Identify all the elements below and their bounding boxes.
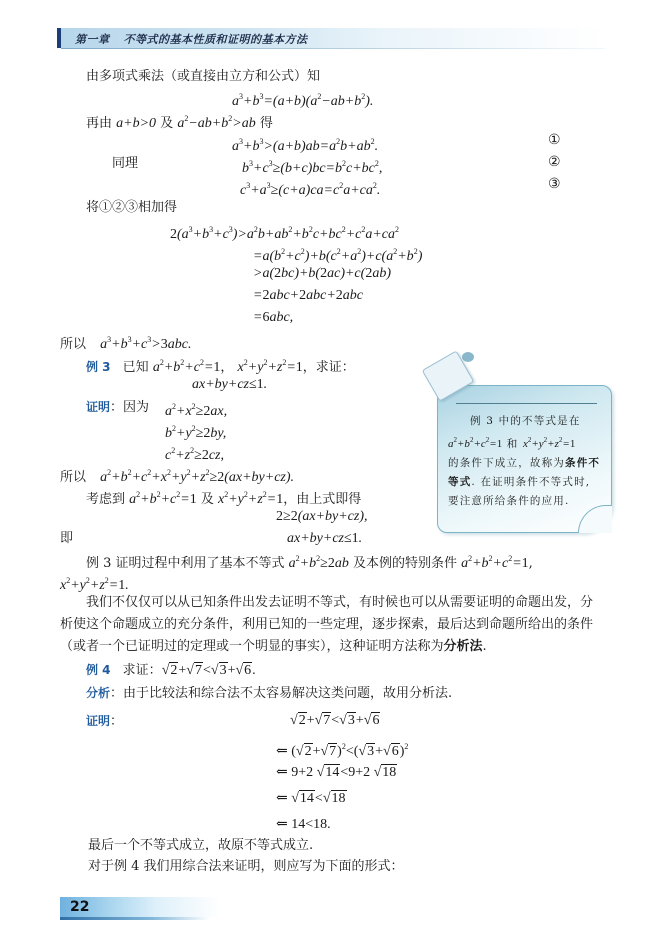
formula: =2abc+2abc+2abc [253, 288, 364, 303]
text-line: 最后一个不等式成立，故原不等式成立. [88, 838, 314, 853]
text-label: 同理 [112, 156, 139, 171]
equation-number-3: ③ [548, 176, 561, 192]
text: ：因为 [110, 400, 150, 415]
text: ：由于比较法和综合法不太容易解决这类问题，故用分析法. [110, 686, 453, 701]
note-rule [456, 403, 597, 404]
chapter-header [57, 28, 605, 48]
formula-1: $a^3+b^3>(a+b)ab=a^2b+ab^2$. [232, 137, 379, 154]
term-highlight: 等式 [448, 476, 472, 488]
proof-2-start [86, 712, 123, 731]
proof-start [86, 398, 149, 417]
paragraph-line: $x^2+y^2+z^2=1$. [60, 576, 129, 593]
clip-knob-icon [462, 352, 474, 362]
term-highlight: 条件不 [565, 457, 601, 469]
text-line: 将①②③相加得 [86, 200, 178, 215]
term-highlight: 分析法 [443, 639, 483, 654]
formula-2: $b^3+c^3\ge(b+c)bc=b^2c+bc^2$, [242, 159, 383, 176]
text: . 在证明条件不等式时, [471, 476, 591, 488]
formula: ⇐ 14<18. [276, 817, 331, 832]
footer-bar [60, 917, 210, 920]
page-footer [60, 897, 220, 917]
text: 及 [160, 116, 174, 131]
equation-number-1: ① [548, 132, 561, 148]
formula: =6abc, [253, 310, 294, 325]
paragraph-line: 例 3 证明过程中利用了基本不等式 $a^2+b^2\ge 2ab$ 及本例的特别条件 $a^2+b^2+c^2=1$, [86, 554, 533, 571]
formula: $=a(b^2+c^2)+b(c^2+a^2)+c(a^2+b^2)$ [253, 247, 423, 264]
text: . [482, 639, 487, 654]
text: 的条件下成立，故称为 [448, 457, 565, 469]
side-note-box [437, 385, 612, 533]
text-line: 对于例 4 我们用综合法来证明，则应写为下面的形式： [88, 859, 404, 874]
note-line: 例 3 中的不等式是在 [470, 415, 581, 427]
paragraph-line: 我们不仅仅可以从已知条件出发去证明不等式，有时候也可以从需要证明的命题出发，分 [86, 595, 594, 610]
formula: $c^2+z^2\ge 2cz$, [165, 446, 224, 463]
formula: $2(a^3+b^3+c^3)>a^2b+ab^2+b^2c+bc^2+c^2a+ca^2$ [170, 225, 400, 242]
analysis-line [86, 684, 452, 703]
note-line [448, 473, 606, 492]
example-3-label: 例 3 [86, 360, 111, 374]
paragraph-line [60, 638, 487, 656]
text-line: 再由 a+b>0 及 $a^2-ab+b^2>ab$ 得 [86, 114, 273, 131]
text: （或者一个已证明过的定理或一个明显的事实），这种证明方法称为 [60, 639, 444, 654]
formula: >a(2bc)+b(2ac)+c(2ab) [253, 266, 391, 281]
text: 得 [259, 116, 273, 131]
text-line: 所以 $a^2+b^2+c^2+x^2+y^2+z^2\ge 2(ax+by+cz)$. [60, 468, 295, 485]
formula: ⇐ 9+2 √14<9+2 √18 [276, 765, 397, 780]
header-accent-bar [57, 28, 61, 48]
text: 再由 [86, 116, 113, 131]
formula: ⇐ √14<√18 [276, 791, 346, 806]
formula: ax+by+cz≤1. [287, 531, 363, 546]
chapter-name: 不等式的基本性质和证明的基本方法 [123, 33, 308, 46]
text: 所以 [60, 337, 87, 352]
example-3-statement: 例 3 已知 $a^2+b^2+c^2=1$， $x^2+y^2+z^2=1$，求证： [86, 358, 355, 375]
proof-label: 证明 [86, 714, 111, 728]
analysis-label: 分析 [86, 686, 111, 700]
proof-label: 证明 [86, 400, 111, 414]
text-line: 由多项式乘法（或直接由立方和公式）知 [86, 69, 321, 84]
formula: $a^3+b^3=(a+b)(a^2-ab+b^2)$. [232, 92, 374, 109]
text-line: 考虑到 $a^2+b^2+c^2=1$ 及 $x^2+y^2+z^2=1$，由上式即得 [86, 490, 362, 507]
text: ： [110, 714, 124, 729]
note-line: $a^2+b^2+c^2=1$ 和 $x^2+y^2+z^2=1$ [448, 436, 576, 450]
equation-number-2: ② [548, 154, 561, 170]
chapter-title [75, 31, 308, 47]
text: 所以 [60, 470, 87, 485]
chapter-number: 第一章 [75, 33, 110, 46]
formula: 2≥2(ax+by+cz), [276, 509, 368, 524]
header-rule [61, 48, 605, 49]
formula: √2+√7<√3+√6 [290, 713, 380, 728]
paragraph-line: 析使这个命题成立的充分条件，利用已知的一些定理，逐步探索，最后达到命题所给出的条件 [60, 617, 594, 632]
page-number: 22 [70, 899, 90, 915]
note-line: 要注意所给条件的应用. [448, 495, 570, 507]
text-line: 所以 $a^3+b^3+c^3>3abc$. [60, 335, 192, 352]
text-label: 即 [60, 531, 74, 546]
example-4-label: 例 4 [86, 663, 111, 677]
formula-3: $c^3+a^3\ge(c+a)ca=c^2a+ca^2$. [240, 181, 381, 198]
formula: ax+by+cz≤1. [192, 377, 268, 392]
note-line [448, 454, 606, 473]
formula: $b^2+y^2\ge 2by$, [165, 424, 227, 441]
example-4-statement: 例 4 求证：√2+√7<√3+√6. [86, 663, 256, 678]
formula: ⇐ $(√2+√7)^2<(√3+√6)^2$ [276, 742, 409, 759]
side-note-text [448, 412, 606, 511]
formula: $a^2+x^2\ge 2ax$, [165, 402, 228, 419]
